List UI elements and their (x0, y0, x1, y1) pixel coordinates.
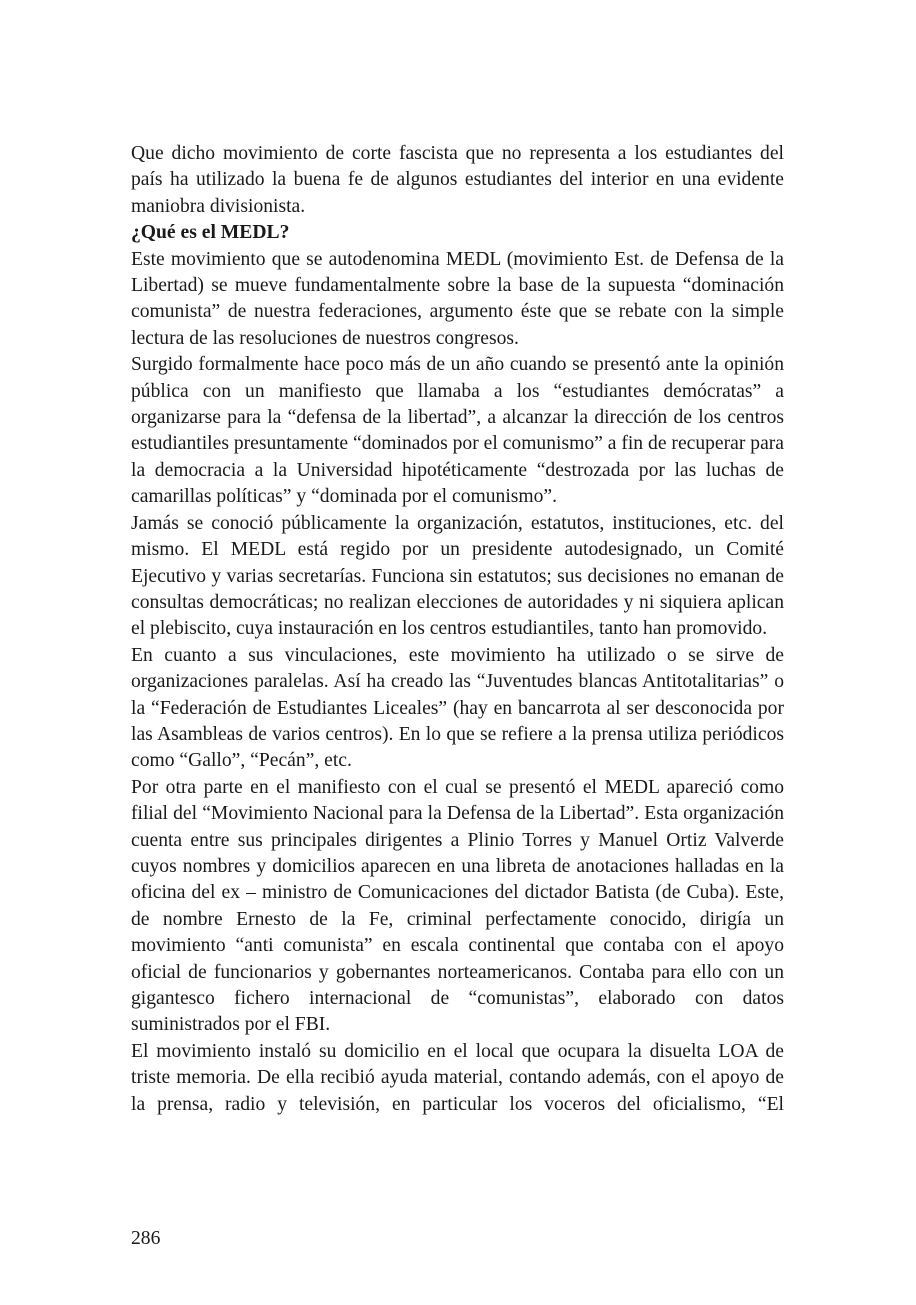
paragraph-2: Surgido formalmente hace poco más de un año cuando se presentó ante la opinión pública con un manifiesto que llamaba a los “estudiantes demócratas” a organizarse para la “defensa de la libertad”, a alcanzar la dirección de los centros estudiantiles presuntamente “dominados por el comunismo” a fin de recuperar para la democracia a la Universidad hipotéticamente “destrozada por las luchas de camarillas políticas” y “dominada por el comunismo”. (131, 354, 784, 508)
page-body (131, 141, 784, 1118)
paragraph-3: Jamás se conoció públicamente la organización, estatutos, instituciones, etc. del mismo. El MEDL está regido por un presidente autodesignado, un Comité Ejecutivo y varias secretarías. Funciona sin estatutos; sus decisiones no emanan de consultas democráticas; no realizan elecciones de autoridades y ni siquiera aplican el plebiscito, cuya instauración en los centros estudiantiles, tanto han promovido. (131, 512, 784, 640)
page-number: 286 (131, 1228, 161, 1249)
paragraph-1: Este movimiento que se autodenomina MEDL (movimiento Est. de Defensa de la Libertad) se mueve fundamentalmente sobre la base de la supuesta “dominación comunista” de nuestra federaciones, argumento éste que se rebate con la simple lectura de las resoluciones de nuestros congresos. (131, 248, 784, 349)
paragraph-5: Por otra parte en el manifiesto con el cual se presentó el MEDL apareció como filial del “Movimiento Nacional para la Defensa de la Libertad”. Esta organización cuenta entre sus principales dirigentes a Plinio Torres y Manuel Ortiz Valverde cuyos nombres y domicilios aparecen en una libreta de anotaciones halladas en la oficina del ex – ministro de Comunicaciones del dictador Batista (de Cuba). Este, de nombre Ernesto de la Fe, criminal perfectamente conocido, dirigía un movimiento “anti comunista” en escala continental que contaba con el apoyo oficial de funcionarios y gobernantes norteamericanos. Contaba para ello con un gigantesco fichero internacional de “comunistas”, elaborado con datos suministrados por el FBI. (131, 776, 784, 1036)
paragraph-6: El movimiento instaló su domicilio en el local que ocupara la disuelta LOA de triste memoria. De ella recibió ayuda material, contando además, con el apoyo de la prensa, radio y televisión, en particular los voceros del oficialismo, “El (131, 1040, 784, 1115)
paragraph-4: En cuanto a sus vinculaciones, este movimiento ha utilizado o se sirve de organizaciones paralelas. Así ha creado las “Juventudes blancas Antitotalitarias” o la “Federación de Estudiantes Liceales” (hay en bancarrota al ser desconocida por las Asambleas de varios centros). En lo que se refiere a la prensa utiliza periódicos como “Gallo”, “Pecán”, etc. (131, 644, 784, 772)
section-heading: ¿Qué es el MEDL? (131, 222, 290, 244)
paragraph-intro: Que dicho movimiento de corte fascista que no representa a los estudiantes del país ha utilizado la buena fe de algunos estudiantes del interior en una evidente maniobra divisionista. (131, 143, 784, 217)
